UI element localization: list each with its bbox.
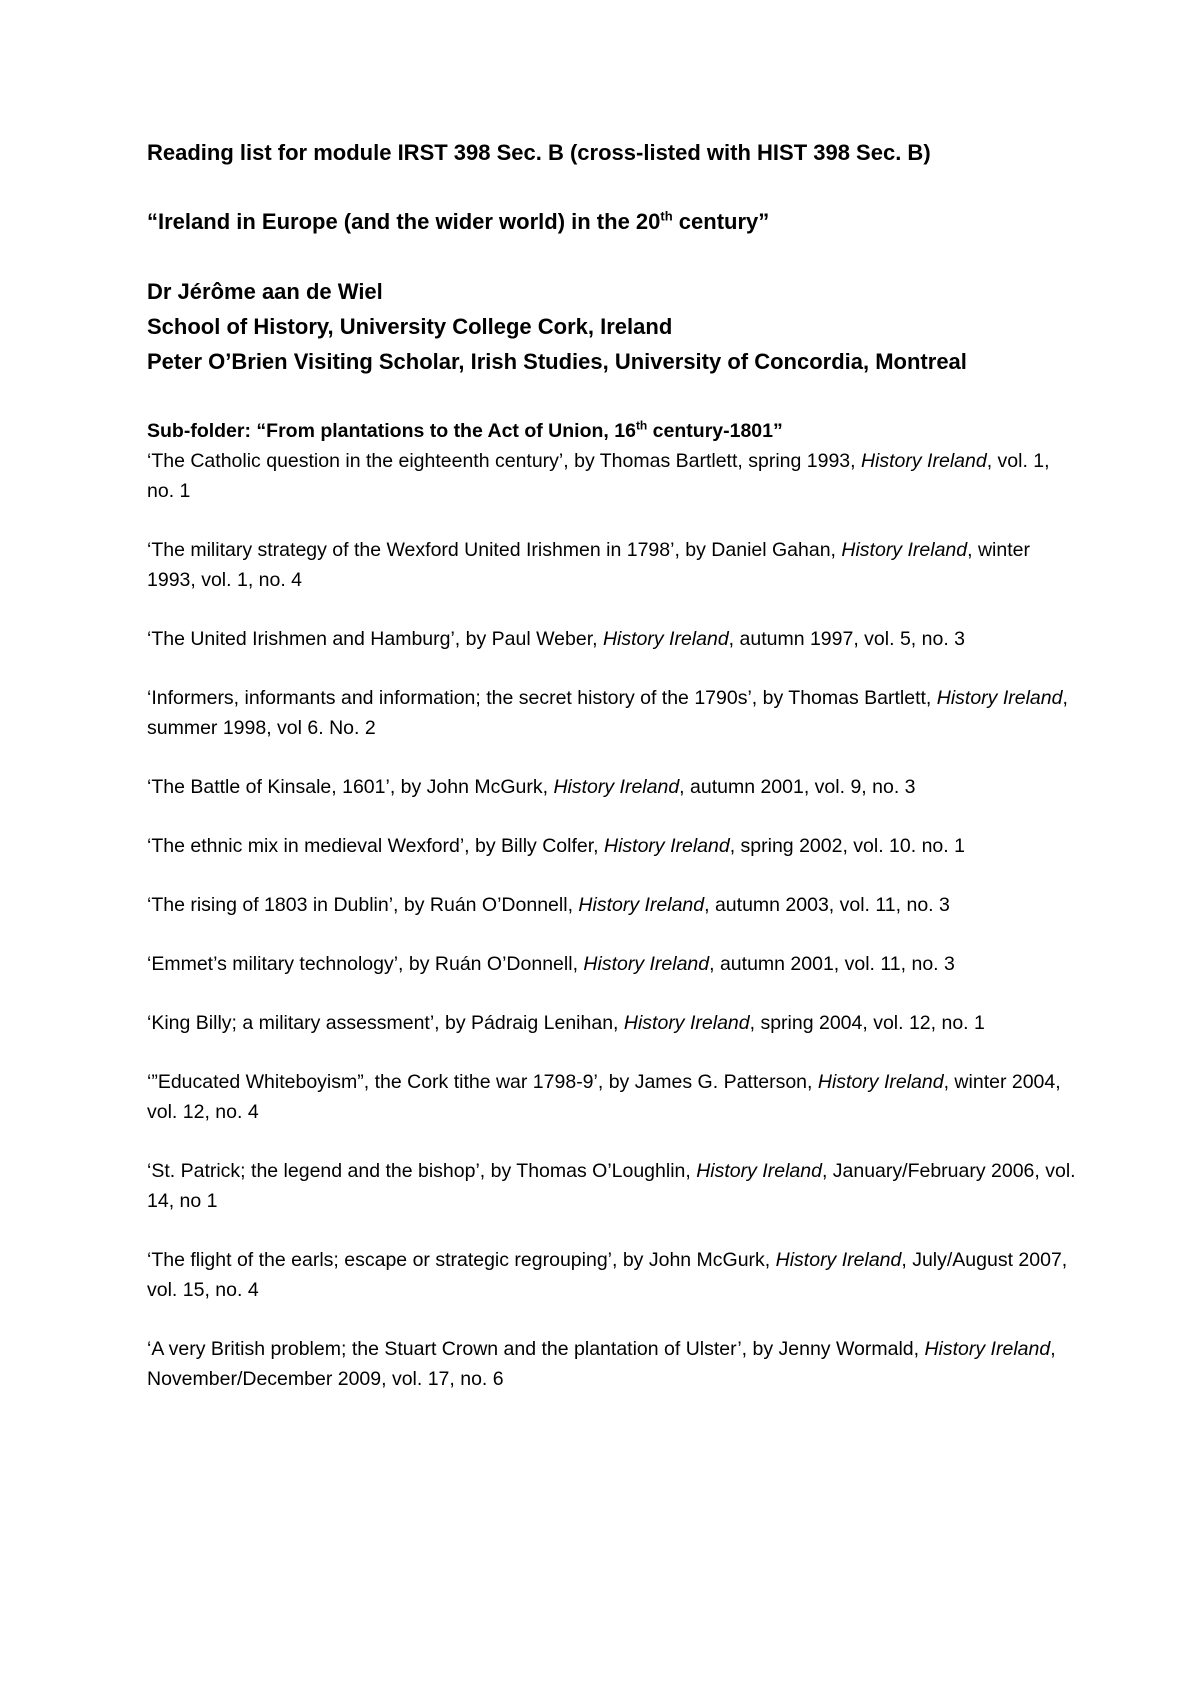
entry-text: ‘The ethnic mix in medieval Wexford’, by Billy Colfer, [147,835,604,857]
entry-details: , autumn 2001, vol. 9, no. 3 [679,776,916,798]
entry-journal: History Ireland [583,953,710,975]
reading-entry [147,949,1082,979]
entry-text: ‘The Catholic question in the eighteenth century’, by Thomas Bartlett, spring 1993, [147,450,861,472]
entry-journal: History Ireland [696,1160,822,1182]
entry-journal: History Ireland [936,687,1063,709]
entry-journal: History Ireland [817,1071,944,1093]
entry-text: ‘The rising of 1803 in Dublin’, by Ruán O’Donnell, [147,894,579,916]
author-affiliation-2: Peter O’Brien Visiting Scholar, Irish Studies, University of Concordia, Montreal [147,349,967,374]
reading-entry [147,1245,1082,1305]
entry-text: ‘The flight of the earls; escape or strategic regrouping’, by John McGurk, [147,1249,776,1271]
entry-text: ‘The Battle of Kinsale, 1601’, by John McGurk, [147,776,554,798]
entry-details: , spring 2004, vol. 12, no. 1 [749,1012,985,1034]
entry-text: ‘St. Patrick; the legend and the bishop’, by Thomas O’Loughlin, [147,1160,697,1182]
entry-details: , summer 1998, vol 6. No. 2 [147,687,1068,739]
entry-journal: History Ireland [775,1249,902,1271]
reading-entry [147,890,1082,920]
reading-entry [147,535,1082,595]
entry-details: , November/December 2009, vol. 17, no. 6 [147,1338,1056,1390]
entry-details: , autumn 2003, vol. 11, no. 3 [704,894,950,916]
entry-details: , January/February 2006, vol. 14, no 1 [147,1160,1076,1212]
entry-text: ‘The United Irishmen and Hamburg’, by Paul Weber, [147,628,603,650]
reading-entry [147,1067,1082,1127]
entry-details: , winter 2004, vol. 12, no. 4 [147,1071,1061,1123]
subtitle-text-end: century” [672,209,770,234]
course-subtitle [147,205,1087,239]
entry-text: ‘King Billy; a military assessment’, by Pádraig Lenihan, [147,1012,624,1034]
reading-entry [147,1156,1082,1216]
entry-details: , July/August 2007, vol. 15, no. 4 [147,1249,1068,1301]
entry-details: , winter 1993, vol. 1, no. 4 [147,539,1030,591]
reading-entry [147,1334,1082,1394]
reading-entry [147,1008,1082,1038]
subfolder-heading [147,416,1087,446]
entry-text: ‘The military strategy of the Wexford United Irishmen in 1798’, by Daniel Gahan, [147,539,842,561]
reading-entry [147,446,1082,506]
entry-journal: History Ireland [924,1338,1051,1360]
author-name: Dr Jérôme aan de Wiel [147,279,383,304]
module-title: Reading list for module IRST 398 Sec. B (cross-listed with HIST 398 Sec. B) [147,140,931,165]
entry-text: ‘”Educated Whiteboyism”, the Cork tithe war 1798-9’, by James G. Patterson, [147,1071,818,1093]
entry-journal: History Ireland [841,539,968,561]
author-affiliation-1: School of History, University College Cork, Ireland [147,314,673,339]
subtitle-superscript: th [660,208,673,224]
entry-text: ‘A very British problem; the Stuart Crown and the plantation of Ulster’, by Jenny Wormald, [147,1338,925,1360]
entry-journal: History Ireland [602,628,729,650]
entry-journal: History Ireland [603,835,730,857]
entry-journal: History Ireland [553,776,680,798]
subfolder-superscript: th [635,418,648,433]
entry-journal: History Ireland [623,1012,750,1034]
reading-entry [147,683,1082,743]
subtitle-text-start: “Ireland in Europe (and the wider world) in the 20 [147,209,661,234]
entry-details: , autumn 2001, vol. 11, no. 3 [709,953,955,975]
entry-details: , autumn 1997, vol. 5, no. 3 [728,628,965,650]
entry-text: ‘Emmet’s military technology’, by Ruán O’Donnell, [147,953,584,975]
reading-entry [147,831,1082,861]
entry-details: , spring 2002, vol. 10. no. 1 [729,835,965,857]
subfolder-text-start: Sub-folder: “From plantations to the Act of Union, 16 [147,420,636,442]
reading-entry [147,772,1082,802]
entry-text: ‘Informers, informants and information; the secret history of the 1790s’, by Thomas Bartlett, [147,687,937,709]
document-page [147,136,1087,1423]
entry-journal: History Ireland [578,894,705,916]
entry-details: , vol. 1, no. 1 [147,450,1050,502]
entry-journal: History Ireland [860,450,987,472]
subfolder-text-end: century-1801” [647,420,783,442]
reading-entry [147,624,1082,654]
